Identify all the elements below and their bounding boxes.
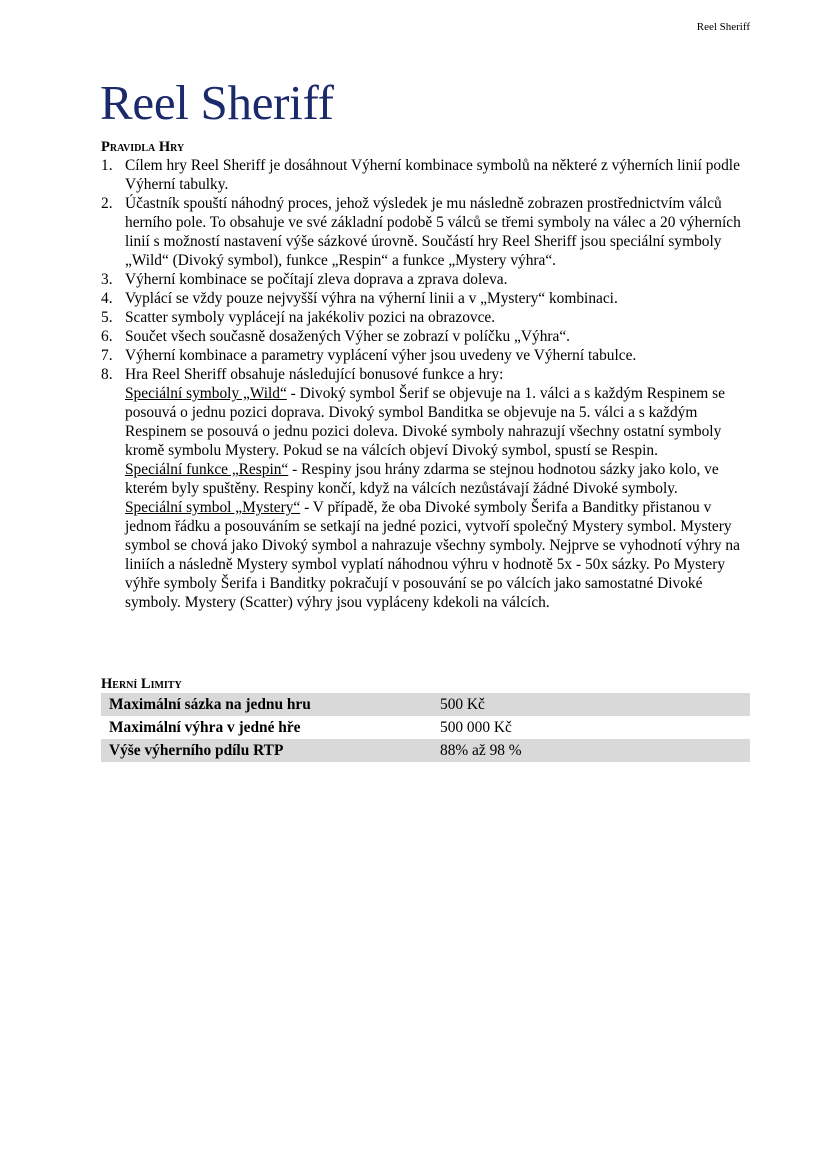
item-text: Scatter symboly vyplácejí na jakékoliv pozici na obrazovce. [125,309,496,326]
table-row [101,693,750,716]
running-header: Reel Sheriff [696,21,750,33]
bonus-label: Speciální funkce „Respin“ [125,461,289,478]
list-item [101,346,753,365]
limit-label: Maximální sázka na jednu hru [101,693,432,716]
item-number: 3. [101,271,113,288]
item-number: 8. [101,366,113,383]
item-text: Účastník spouští náhodný proces, jehož výsledek je mu následně zobrazen prostřednictvím válců herního pole. To obsahuje ve své základní podobě 5 válců se třemi symboly na válec a 20 výherních linií s možností nastavení výše sázkové úrovně. Součástí hry Reel Sheriff jsou speciální symboly „Wild“ (Divoký symbol), funkce „Respin“ a funkce „Mystery výhra“. [125,195,741,269]
limit-value: 88% až 98 % [432,739,750,762]
bonus-mystery [125,498,753,612]
item-text: Cílem hry Reel Sheriff je dosáhnout Výherní kombinace symbolů na některé z výherních linií podle Výherní tabulky. [125,157,740,193]
item-text: Výherní kombinace se počítají zleva doprava a zprava doleva. [125,271,508,288]
limits-table [101,693,750,762]
list-item [101,156,753,194]
item-text: Výherní kombinace a parametry vyplácení výher jsou uvedeny ve Výherní tabulce. [125,347,637,364]
item-number: 1. [101,157,113,174]
limit-value: 500 Kč [432,693,750,716]
list-item [101,327,753,346]
limits-heading: Herní Limity [101,676,182,692]
list-item [101,289,753,308]
list-item [101,308,753,327]
list-item [101,365,753,612]
item-text: Hra Reel Sheriff obsahuje následující bonusové funkce a hry: [125,366,504,383]
item-text: Součet všech současně dosažených Výher se zobrazí v políčku „Výhra“. [125,328,571,345]
limit-label: Výše výherního pdílu RTP [101,739,432,762]
bonus-label: Speciální symboly „Wild“ [125,385,287,402]
item-body [125,365,753,612]
list-item [101,194,753,270]
table-row [101,716,750,739]
bonus-text: - V případě, že oba Divoké symboly Šerifa a Banditky přistanou v jednom řádku a posouváním se setkají na jedné pozici, vytvoří společný Mystery symbol. Mystery symbol se chová jako Divoký symbol a nahrazuje všechny symboly. Nejprve se vyhodnotí výhry na liniích a následně Mystery symbol vyplatí náhodnou výhru v hodnotě 5x - 50x sázky. Po Mystery výhře symboly Šerifa i Banditky pokračují v posouvání se po válcích jako samostatné Divoké symboly. Mystery (Scatter) výhry jsou vypláceny kdekoli na válcích. [125,499,740,611]
bonus-text: - Divoký symbol Šerif se objevuje na 1. válci a s každým Respinem se posouvá o jednu pozici doprava. Divoký symbol Banditka se objevuje na 5. válci a s každým Respinem se posouvá o jednu pozici doleva. Divoké symboly nahrazují všechny ostatní symboly kromě symbolu Mystery. Pokud se na válcích objeví Divoký symbol, spustí se Respin. [125,385,725,459]
bonus-respin [125,460,753,498]
table-row [101,739,750,762]
item-number: 6. [101,328,113,345]
rules-heading: Pravidla Hry [101,139,185,155]
bonus-wild [125,384,753,460]
page-title: Reel Sheriff [100,75,334,130]
item-text: Vyplácí se vždy pouze nejvyšší výhra na výherní linii a v „Mystery“ kombinaci. [125,290,618,307]
item-number: 5. [101,309,113,326]
bonus-text: - Respiny jsou hrány zdarma se stejnou hodnotou sázky jako kolo, ve kterém byly spuštěny. Respiny končí, když na válcích nezůstávají žádné Divoké symboly. [125,461,719,497]
list-item [101,270,753,289]
rules-list [101,156,753,612]
limit-value: 500 000 Kč [440,718,512,736]
item-number: 2. [101,195,113,212]
bonus-label: Speciální symbol „Mystery“ [125,499,301,516]
item-number: 7. [101,347,113,364]
limit-label: Maximální výhra v jedné hře [109,718,301,736]
item-number: 4. [101,290,113,307]
